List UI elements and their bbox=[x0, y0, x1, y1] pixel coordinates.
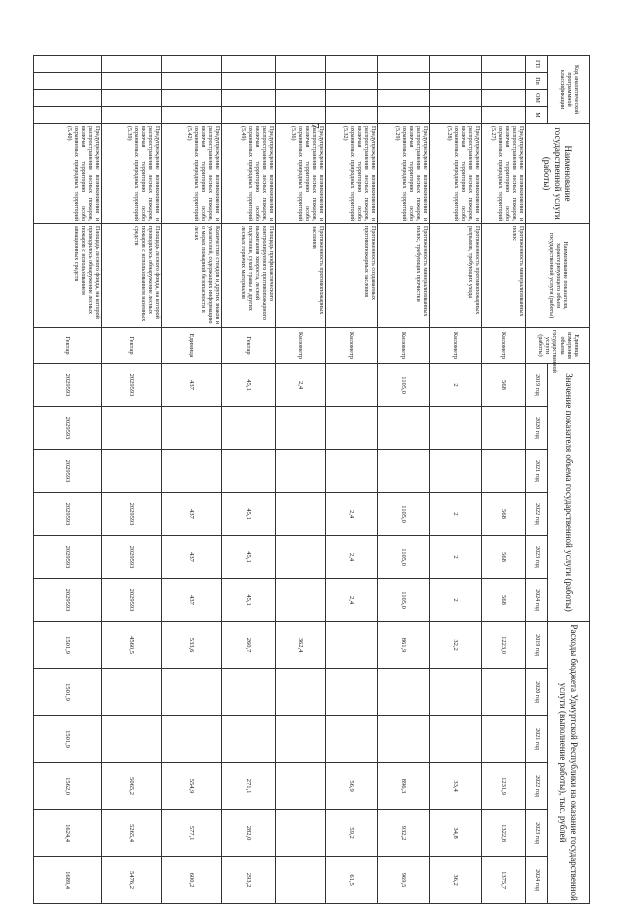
volume-value-cell bbox=[482, 407, 526, 450]
code-col-om: ОМ bbox=[526, 90, 548, 107]
indicator-name-cell: Площадь лесного фонда, на которой проводилось обнаружение лесных пожаров с использованием наземных средств bbox=[102, 224, 162, 328]
expense-value-cell: 896,3 bbox=[378, 763, 430, 810]
expense-value-cell: 33,4 bbox=[430, 763, 482, 810]
services-table bbox=[33, 55, 590, 904]
expense-value-cell bbox=[430, 669, 482, 716]
expense-year-2020: 2020 год bbox=[526, 669, 548, 716]
expense-value-cell: 1624,4 bbox=[34, 810, 102, 857]
code-cell bbox=[482, 73, 526, 90]
indicator-name-cell: Протяженность создаваемых противопожарных заслонов bbox=[326, 224, 378, 328]
expense-value-cell: 554,9 bbox=[162, 763, 222, 810]
expense-value-cell: 61,5 bbox=[326, 857, 378, 904]
expense-value-cell bbox=[482, 716, 526, 763]
expense-value-cell: 1689,4 bbox=[34, 857, 102, 904]
expense-group-header: Расходы бюджета Удмуртской Республики на оказание государственной услуги (выполнение работы), тыс. рублей bbox=[548, 622, 590, 904]
volume-value-cell: 2029593 bbox=[34, 364, 102, 407]
table-row bbox=[378, 56, 430, 904]
volume-year-2024: 2024 год bbox=[526, 579, 548, 622]
code-cell bbox=[378, 107, 430, 124]
volume-value-cell: 2,4 bbox=[326, 536, 378, 579]
table-row bbox=[102, 56, 162, 904]
unit-header: Единица измерения объема государственной услуги (работы) bbox=[526, 328, 590, 364]
volume-value-cell: 2029593 bbox=[102, 579, 162, 622]
expense-value-cell bbox=[276, 810, 326, 857]
code-cell bbox=[34, 73, 102, 90]
code-cell bbox=[276, 107, 326, 124]
unit-cell: Гектар bbox=[222, 328, 276, 364]
expense-value-cell: 1501,9 bbox=[34, 669, 102, 716]
volume-year-2022: 2022 год bbox=[526, 493, 548, 536]
expense-value-cell bbox=[378, 669, 430, 716]
expense-value-cell: 1375,7 bbox=[482, 857, 526, 904]
volume-value-cell bbox=[222, 450, 276, 493]
volume-year-2020: 2020 год bbox=[526, 407, 548, 450]
service-name-cell: Предупреждение возникновения и распространения лесных пожаров, включая территорию особо охраняемых природных территорий (5.28) bbox=[430, 124, 482, 224]
code-cell bbox=[34, 56, 102, 73]
expense-value-cell: 5065,2 bbox=[102, 763, 162, 810]
expense-year-2024: 2024 год bbox=[526, 857, 548, 904]
code-cell bbox=[482, 107, 526, 124]
volume-value-cell bbox=[326, 450, 378, 493]
volume-value-cell bbox=[276, 536, 326, 579]
expense-value-cell: 362,4 bbox=[276, 622, 326, 669]
code-cell bbox=[34, 107, 102, 124]
code-col-m: М bbox=[526, 107, 548, 124]
volume-value-cell: 2,4 bbox=[276, 364, 326, 407]
expense-value-cell: 1501,9 bbox=[34, 622, 102, 669]
volume-value-cell: 45,1 bbox=[222, 579, 276, 622]
volume-value-cell: 2029593 bbox=[102, 364, 162, 407]
expense-value-cell: 4560,5 bbox=[102, 622, 162, 669]
unit-cell: Километр bbox=[430, 328, 482, 364]
volume-value-cell: 1105,0 bbox=[378, 579, 430, 622]
volume-value-cell: 2,4 bbox=[326, 579, 378, 622]
code-cell bbox=[276, 56, 326, 73]
code-cell bbox=[430, 90, 482, 107]
volume-value-cell: 45,1 bbox=[222, 364, 276, 407]
code-cell bbox=[326, 107, 378, 124]
volume-value-cell bbox=[276, 450, 326, 493]
code-cell bbox=[102, 73, 162, 90]
code-cell bbox=[34, 90, 102, 107]
expense-value-cell: 36,2 bbox=[430, 857, 482, 904]
volume-value-cell: 2029593 bbox=[102, 536, 162, 579]
expense-value-cell bbox=[482, 669, 526, 716]
expense-year-2021: 2021 год bbox=[526, 716, 548, 763]
code-cell bbox=[222, 90, 276, 107]
indicator-name-cell: Площадь профилактического контролируемого противопожарного выжигания хвороста, лесной подстилки, сухой травы и других лесных горючих материалов bbox=[222, 224, 276, 328]
table-row bbox=[430, 56, 482, 904]
code-group-header: Код аналитической программной классификации bbox=[548, 56, 590, 124]
volume-value-cell: 568 bbox=[482, 493, 526, 536]
table-row bbox=[34, 56, 102, 904]
table-row bbox=[482, 56, 526, 904]
code-cell bbox=[222, 56, 276, 73]
volume-value-cell: 437 bbox=[162, 579, 222, 622]
volume-value-cell: 2029593 bbox=[102, 493, 162, 536]
expense-value-cell bbox=[430, 716, 482, 763]
code-cell bbox=[276, 73, 326, 90]
indicator-name-cell: Количество стендов и других знаков и указателей, содержащих информацию о мерах пожарной безопасности в лесах bbox=[162, 224, 222, 328]
unit-cell: Гектар bbox=[34, 328, 102, 364]
volume-value-cell: 2 bbox=[430, 579, 482, 622]
expense-value-cell: 32,2 bbox=[430, 622, 482, 669]
expense-value-cell bbox=[162, 716, 222, 763]
code-cell bbox=[326, 90, 378, 107]
indicator-name-cell: Протяженность минерализованных полос, требующих прочистки bbox=[378, 224, 430, 328]
service-name-cell: Предупреждение возникновения и распространения лесных пожаров, включая территорию особо охраняемых природных территорий (5.32) bbox=[326, 124, 378, 224]
expense-value-cell: 1322,8 bbox=[482, 810, 526, 857]
expense-value-cell: 5476,2 bbox=[102, 857, 162, 904]
indicator-name-header: Наименование показателя, характеризующего объем государственной услуги (работы) bbox=[526, 224, 590, 328]
unit-cell: Километр bbox=[276, 328, 326, 364]
volume-value-cell: 1105,0 bbox=[378, 493, 430, 536]
volume-value-cell: 2029593 bbox=[34, 536, 102, 579]
volume-value-cell: 2029593 bbox=[34, 493, 102, 536]
code-cell bbox=[102, 56, 162, 73]
expense-value-cell: 533,6 bbox=[162, 622, 222, 669]
volume-value-cell bbox=[162, 407, 222, 450]
expense-value-cell bbox=[326, 716, 378, 763]
page-number: 7 bbox=[308, 123, 321, 129]
code-col-pp: Пп bbox=[526, 73, 548, 90]
unit-cell: Километр bbox=[482, 328, 526, 364]
volume-value-cell bbox=[276, 579, 326, 622]
code-cell bbox=[162, 73, 222, 90]
expense-value-cell: 282,0 bbox=[222, 810, 276, 857]
volume-value-cell: 2029593 bbox=[34, 579, 102, 622]
volume-value-cell: 1105,0 bbox=[378, 536, 430, 579]
unit-cell: Километр bbox=[378, 328, 430, 364]
expense-value-cell: 293,2 bbox=[222, 857, 276, 904]
volume-value-cell bbox=[276, 407, 326, 450]
volume-value-cell bbox=[430, 450, 482, 493]
volume-value-cell bbox=[326, 407, 378, 450]
volume-value-cell: 2,4 bbox=[326, 493, 378, 536]
indicator-name-cell: Площадь лесного фонда, на которой проводилось обнаружение лесных пожаров с использованием авиационных средств bbox=[34, 224, 102, 328]
expense-value-cell bbox=[326, 669, 378, 716]
expense-value-cell: 1223,0 bbox=[482, 622, 526, 669]
expense-value-cell bbox=[222, 716, 276, 763]
volume-value-cell bbox=[162, 450, 222, 493]
services-table-body bbox=[34, 56, 526, 904]
volume-value-cell: 568 bbox=[482, 364, 526, 407]
volume-value-cell: 2029593 bbox=[34, 450, 102, 493]
expense-year-2019: 2019 год bbox=[526, 622, 548, 669]
volume-value-cell bbox=[430, 407, 482, 450]
volume-value-cell: 2029593 bbox=[34, 407, 102, 450]
indicator-name-cell: Протяженность минерализованных полос bbox=[482, 224, 526, 328]
service-name-header: Наименование государственной услуги (работы) bbox=[526, 124, 590, 224]
expense-value-cell bbox=[276, 716, 326, 763]
volume-value-cell bbox=[102, 407, 162, 450]
volume-value-cell: 2 bbox=[430, 364, 482, 407]
expense-value-cell: 260,7 bbox=[222, 622, 276, 669]
expense-year-2023: 2023 год bbox=[526, 810, 548, 857]
volume-value-cell: 45,1 bbox=[222, 536, 276, 579]
volume-value-cell bbox=[102, 450, 162, 493]
unit-cell: Единица bbox=[162, 328, 222, 364]
expense-value-cell: 577,1 bbox=[162, 810, 222, 857]
volume-group-header: Значение показателя объема государственной услуги (работы) bbox=[548, 364, 590, 622]
indicator-name-cell: Протяженность противопожарных разрывов, требующих ухода bbox=[430, 224, 482, 328]
code-cell bbox=[430, 73, 482, 90]
volume-value-cell bbox=[482, 450, 526, 493]
volume-value-cell: 1105,0 bbox=[378, 364, 430, 407]
expense-value-cell: 34,8 bbox=[430, 810, 482, 857]
unit-cell: Гектар bbox=[102, 328, 162, 364]
table-row bbox=[162, 56, 222, 904]
expense-value-cell: 1501,9 bbox=[34, 716, 102, 763]
expense-value-cell bbox=[162, 669, 222, 716]
code-cell bbox=[102, 107, 162, 124]
rotated-table-container bbox=[30, 55, 590, 901]
volume-value-cell: 2 bbox=[430, 536, 482, 579]
code-cell bbox=[222, 107, 276, 124]
expense-value-cell: 600,2 bbox=[162, 857, 222, 904]
volume-value-cell: 437 bbox=[162, 493, 222, 536]
expense-value-cell bbox=[102, 716, 162, 763]
code-cell bbox=[430, 107, 482, 124]
service-name-cell: Предупреждение возникновения и распространения лесных пожаров, включая территорию особо охраняемых природных территорий (5.36) bbox=[276, 124, 326, 224]
service-name-cell: Предупреждение возникновения и распространения лесных пожаров, включая территорию особо охраняемых природных территорий (5.40) bbox=[34, 124, 102, 224]
code-cell bbox=[378, 90, 430, 107]
code-cell bbox=[162, 107, 222, 124]
service-name-cell: Предупреждение возникновения и распространения лесных пожаров, включая территорию особо охраняемых природных территорий (5.49) bbox=[222, 124, 276, 224]
code-cell bbox=[326, 73, 378, 90]
expense-value-cell bbox=[102, 669, 162, 716]
service-name-cell: Предупреждение возникновения и распространения лесных пожаров, включая территорию особо охраняемых природных территорий (5.29) bbox=[378, 124, 430, 224]
code-cell bbox=[102, 90, 162, 107]
code-cell bbox=[222, 73, 276, 90]
volume-year-2019: 2019 год bbox=[526, 364, 548, 407]
service-name-cell: Предупреждение возникновения и распространения лесных пожаров, включая территорию особо охраняемых природных территорий (5.42) bbox=[162, 124, 222, 224]
code-cell bbox=[482, 90, 526, 107]
code-cell bbox=[430, 56, 482, 73]
expense-value-cell: 969,5 bbox=[378, 857, 430, 904]
expense-value-cell bbox=[378, 716, 430, 763]
expense-value-cell bbox=[326, 622, 378, 669]
code-cell bbox=[378, 56, 430, 73]
volume-value-cell bbox=[378, 407, 430, 450]
code-cell bbox=[276, 90, 326, 107]
volume-value-cell bbox=[326, 364, 378, 407]
volume-value-cell: 2 bbox=[430, 493, 482, 536]
expense-year-2022: 2022 год bbox=[526, 763, 548, 810]
code-cell bbox=[326, 56, 378, 73]
expense-value-cell: 1231,9 bbox=[482, 763, 526, 810]
unit-cell: Километр bbox=[326, 328, 378, 364]
expense-value-cell: 1562,0 bbox=[34, 763, 102, 810]
volume-year-2023: 2023 год bbox=[526, 536, 548, 579]
table-row bbox=[326, 56, 378, 904]
code-col-gp: ГП bbox=[526, 56, 548, 73]
volume-value-cell: 437 bbox=[162, 364, 222, 407]
code-cell bbox=[378, 73, 430, 90]
code-cell bbox=[482, 56, 526, 73]
expense-value-cell bbox=[276, 669, 326, 716]
table-row bbox=[222, 56, 276, 904]
code-cell bbox=[162, 56, 222, 73]
indicator-name-cell: Протяженность противопожарных заслонов bbox=[276, 224, 326, 328]
service-name-cell: Предупреждение возникновения и распространения лесных пожаров, включая территорию особо охраняемых природных территорий (5.27) bbox=[482, 124, 526, 224]
volume-year-2021: 2021 год bbox=[526, 450, 548, 493]
volume-value-cell bbox=[276, 493, 326, 536]
expense-value-cell bbox=[276, 857, 326, 904]
volume-value-cell: 568 bbox=[482, 579, 526, 622]
volume-value-cell: 568 bbox=[482, 536, 526, 579]
expense-value-cell bbox=[222, 669, 276, 716]
expense-value-cell bbox=[276, 763, 326, 810]
expense-value-cell: 5265,4 bbox=[102, 810, 162, 857]
volume-value-cell: 437 bbox=[162, 536, 222, 579]
table-row bbox=[276, 56, 326, 904]
volume-value-cell bbox=[378, 450, 430, 493]
expense-value-cell: 861,9 bbox=[378, 622, 430, 669]
expense-value-cell: 59,2 bbox=[326, 810, 378, 857]
expense-value-cell: 932,2 bbox=[378, 810, 430, 857]
volume-value-cell bbox=[222, 407, 276, 450]
code-cell bbox=[162, 90, 222, 107]
service-name-cell: Предупреждение возникновения и распространения лесных пожаров, включая территорию особо охраняемых природных территорий (5.39) bbox=[102, 124, 162, 224]
expense-value-cell: 56,9 bbox=[326, 763, 378, 810]
volume-value-cell: 45,1 bbox=[222, 493, 276, 536]
expense-value-cell: 271,1 bbox=[222, 763, 276, 810]
